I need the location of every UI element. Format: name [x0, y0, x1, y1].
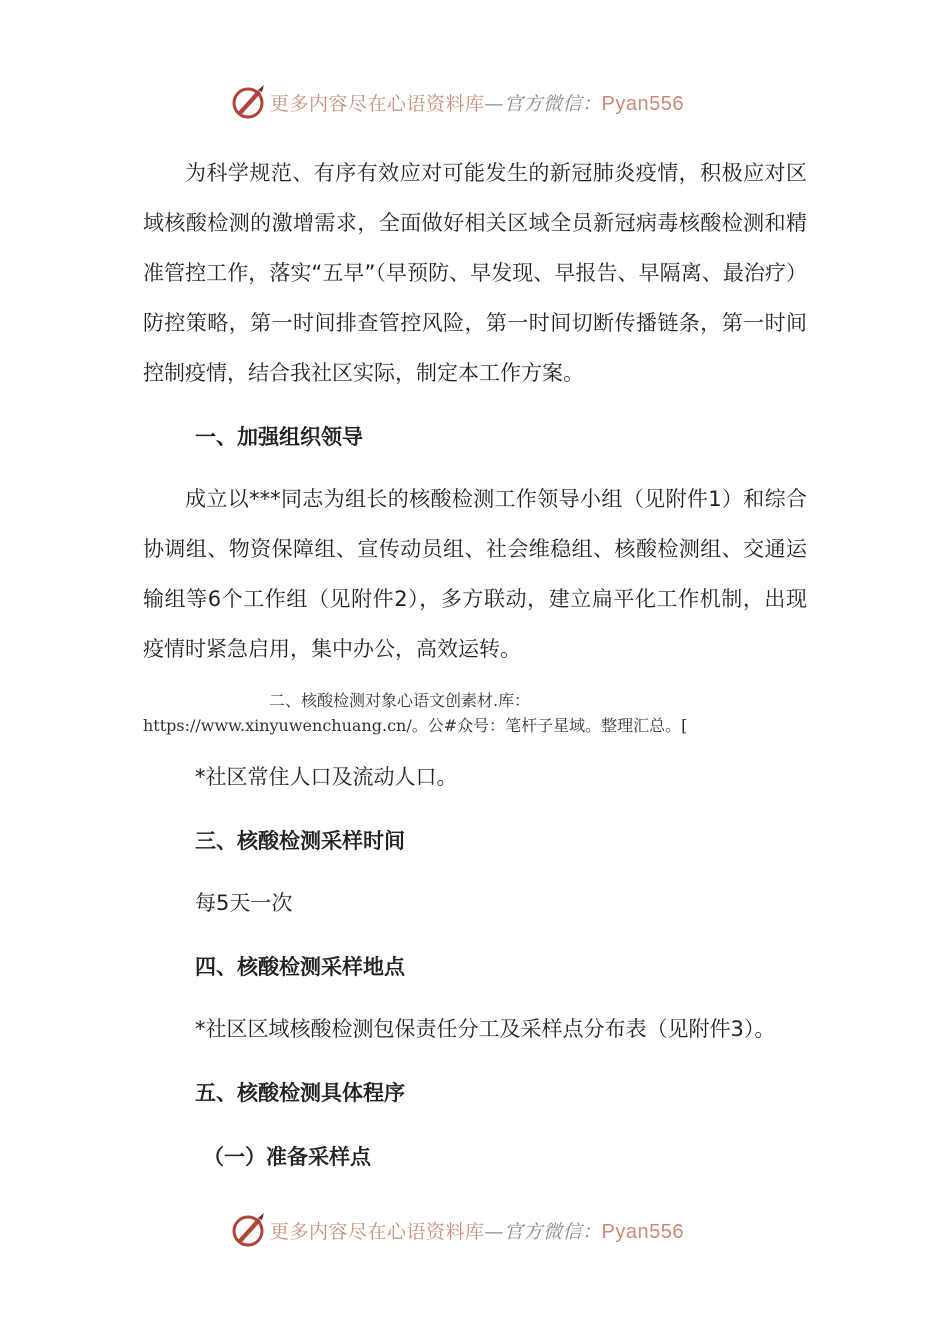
section-1-paragraph: 成立以***同志为组长的核酸检测工作领导小组（见附件1）和综合协调组、物资保障组、宣传动员组、社会维稳组、核酸检测组、交通运输组等6个工作组（见附件2），多方联动，建立扁平化工作机制，出现疫情时紧急启用，集中办公，高效运转。 [143, 487, 807, 661]
section-2-paragraph: *社区常住人口及流动人口。 [195, 765, 458, 789]
banner-text: 更多内容尽在心语资料库—官方微信：Pyan556 [270, 92, 684, 115]
section-3-paragraph: 每5天一次 [195, 891, 293, 915]
banner-text: 更多内容尽在心语资料库—官方微信：Pyan556 [270, 1220, 684, 1243]
section-4-heading: 四、核酸检测采样地点 [195, 955, 405, 979]
document-body [143, 148, 807, 1194]
section-4-paragraph: *社区区域核酸检测包保责任分工及采样点分布表（见附件3）。 [195, 1017, 776, 1041]
footer-banner [228, 1208, 748, 1252]
header-banner [228, 80, 748, 124]
section-2-heading [143, 688, 807, 738]
section-1-heading: 一、加强组织领导 [195, 425, 363, 449]
intro-paragraph: 为科学规范、有序有效应对可能发生的新冠肺炎疫情，积极应对区域核酸检测的激增需求，全面做好相关区域全员新冠病毒核酸检测和精准管控工作，落实“五早”（早预防、早发现、早报告、早隔离、最治疗）防控策略，第一时间排查管控风险，第一时间切断传播链条，第一时间控制疫情，结合我社区实际，制定本工作方案。 [143, 161, 807, 385]
section-5-subheading-1: （一）准备采样点 [203, 1145, 371, 1169]
section-5-heading: 五、核酸检测具体程序 [195, 1081, 405, 1105]
section-2-heading-line-1: 二、核酸检测对象心语文创素材.库： [269, 691, 531, 710]
quill-logo-icon [228, 1210, 268, 1250]
section-2-heading-line-2: https://www.xinyuwenchuang.cn/。公#众号：笔杆子星域。整理汇总。[ [143, 716, 688, 735]
section-3-heading: 三、核酸检测采样时间 [195, 829, 405, 853]
quill-logo-icon [228, 82, 268, 122]
